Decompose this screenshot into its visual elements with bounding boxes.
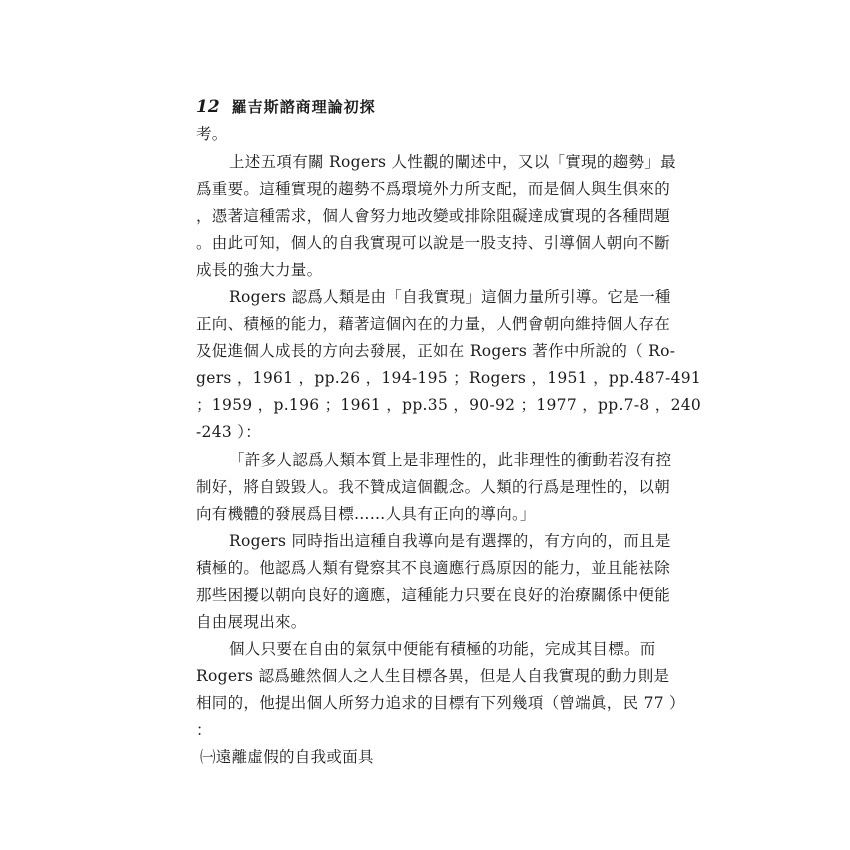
page-number: 12 [196,97,220,117]
text-line: ： [196,721,212,739]
text-line: 個人只要在自由的氣氛中便能有積極的功能，完成其目標。而 [229,640,656,658]
quote-line: 向有機體的發展爲目標……人具有正向的導向。」 [196,505,536,523]
quote-line: 「許多人認爲人類本質上是非理性的，此非理性的衝動若沒有控 [229,451,672,469]
text-line: 積極的。他認爲人類有覺察其不良適應行爲原因的能力，並且能袪除 [196,559,671,577]
text-line: 成長的強大力量。 [196,261,323,279]
text-line: -243 ）： [196,423,262,441]
text-line: 。由此可知，個人的自我實現可以說是一股支持、引導個人朝向不斷 [196,234,671,252]
list-item: ㈠遠離虛假的自我或面具 [200,748,374,766]
text-line: 爲重要。這種實現的趨勢不爲環境外力所支配，而是個人與生俱來的 [196,180,671,198]
text-line: 上述五項有關 Rogers 人性觀的闡述中，又以「實現的趨勢」最 [229,153,676,171]
text-line: gers ，1961 ，pp.26 ，194-195 ；Rogers ，1951 ，pp.487-491 [196,369,702,387]
text-line: Rogers 同時指出這種自我導向是有選擇的，有方向的，而且是 [229,532,671,550]
text-line: Rogers 認爲雖然個人之人生目標各異，但是人自我實現的動力則是 [196,667,670,685]
text-line: 正向、積極的能力，藉著這個內在的力量，人們會朝向維持個人存在 [196,315,671,333]
text-line: ；1959 ，p.196 ；1961 ，pp.35 ，90-92 ；1977 ，pp.7-8 ，240 [196,396,702,414]
text-line: 及促進個人成長的方向去發展，正如在 Rogers 著作中所說的（ Ro- [196,342,676,360]
running-title: 羅吉斯諮商理論初探 [231,98,376,116]
text-line: ，憑著這種需求，個人會努力地改變或排除阻礙達成實現的各種問題 [196,207,671,225]
text-line: 相同的，他提出個人所努力追求的目標有下列幾項（曾端眞，民 77 ） [196,694,685,712]
text-line: 那些困擾以朝向良好的適應，這種能力只要在良好的治療關係中便能 [196,586,671,604]
quote-line: 制好，將自毀毀人。我不贊成這個觀念。人類的行爲是理性的，以朝 [196,478,671,496]
text-line: 考。 [196,125,228,143]
page-header [196,96,376,117]
text-line: 自由展現出來。 [196,613,307,631]
text-line: Rogers 認爲人類是由「自我實現」這個力量所引導。它是一種 [229,288,671,306]
